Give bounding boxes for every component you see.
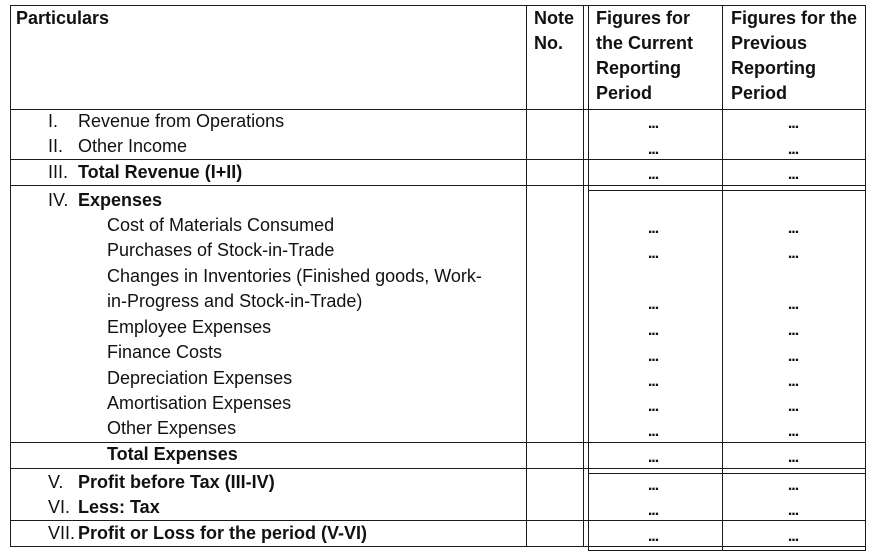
previous-value: ... <box>787 373 799 390</box>
current-value: ... <box>647 322 659 339</box>
row-divider <box>10 468 866 469</box>
current-value: ... <box>647 296 659 313</box>
row-number: I. <box>48 111 59 131</box>
col-divider-note <box>526 5 527 547</box>
row-label-total-revenue: Total Revenue (I+II) <box>78 162 243 182</box>
current-value: ... <box>647 398 659 415</box>
header-previous-period: Figures for the Previous Reporting Period <box>731 8 858 103</box>
previous-value: ... <box>787 477 799 494</box>
current-value: ... <box>647 245 659 262</box>
col-divider-current <box>583 5 584 547</box>
previous-value: ... <box>787 296 799 313</box>
current-value: ... <box>647 528 659 545</box>
current-value: ... <box>647 220 659 237</box>
current-value: ... <box>647 449 659 466</box>
header-current-period: Figures for the Current Reporting Period <box>596 8 694 103</box>
previous-value: ... <box>787 449 799 466</box>
current-value: ... <box>647 115 659 132</box>
previous-value: ... <box>787 423 799 440</box>
row-number: VII. <box>48 523 76 543</box>
current-value: ... <box>647 141 659 158</box>
previous-value: ... <box>787 220 799 237</box>
row-label: Revenue from Operations <box>78 111 285 131</box>
previous-value: ... <box>787 398 799 415</box>
previous-value: ... <box>787 245 799 262</box>
row-label-profit-or-loss: Profit or Loss for the period (V-VI) <box>78 523 368 543</box>
previous-value: ... <box>787 502 799 519</box>
row-label-continued: in-Progress and Stock-in-Trade) <box>107 291 363 311</box>
row-label: Employee Expenses <box>107 317 272 337</box>
table-border-bottom <box>10 546 866 547</box>
current-value: ... <box>647 348 659 365</box>
row-label-expenses: Expenses <box>78 190 163 210</box>
current-value: ... <box>647 166 659 183</box>
row-label: Purchases of Stock-in-Trade <box>107 240 335 260</box>
table-border-right <box>865 5 866 551</box>
row-label-total-expenses: Total Expenses <box>107 444 238 464</box>
row-label: Depreciation Expenses <box>107 368 293 388</box>
previous-value: ... <box>787 348 799 365</box>
col-divider-current-inner <box>588 5 589 551</box>
table-border-left <box>10 5 11 547</box>
row-label: Finance Costs <box>107 342 223 362</box>
previous-value: ... <box>787 322 799 339</box>
row-number: IV. <box>48 190 69 210</box>
col-divider-previous <box>722 5 723 551</box>
row-label: Other Income <box>78 136 188 156</box>
row-number: II. <box>48 136 64 156</box>
row-label: Amortisation Expenses <box>107 393 292 413</box>
current-value: ... <box>647 502 659 519</box>
row-divider <box>588 190 866 191</box>
row-divider <box>10 185 866 186</box>
row-label: Other Expenses <box>107 418 237 438</box>
row-label-profit-before-tax: Profit before Tax (III-IV) <box>78 472 275 492</box>
row-number: V. <box>48 472 64 492</box>
header-note-no: Note No. <box>534 8 574 53</box>
row-label-less-tax: Less: Tax <box>78 497 160 517</box>
current-value: ... <box>647 423 659 440</box>
row-divider <box>588 473 866 474</box>
previous-value: ... <box>787 166 799 183</box>
row-number: VI. <box>48 497 71 517</box>
current-value: ... <box>647 373 659 390</box>
header-particulars: Particulars <box>16 8 110 28</box>
row-label: Cost of Materials Consumed <box>107 215 335 235</box>
previous-value: ... <box>787 115 799 132</box>
previous-value: ... <box>787 528 799 545</box>
row-label: Changes in Inventories (Finished goods, Work- <box>107 266 482 286</box>
previous-value: ... <box>787 141 799 158</box>
row-number: III. <box>48 162 69 182</box>
current-value: ... <box>647 477 659 494</box>
table-border-bottom <box>588 550 866 551</box>
